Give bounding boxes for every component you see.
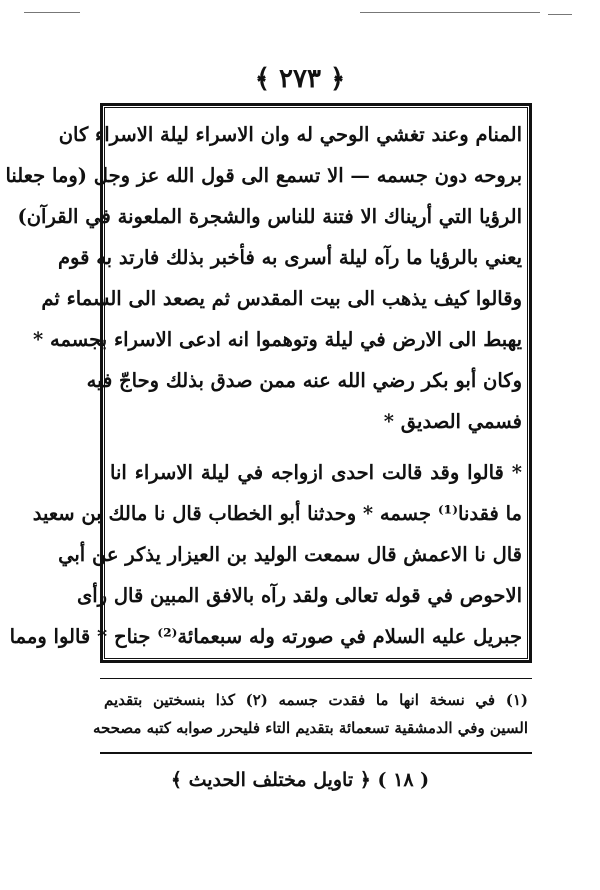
text-line: وقالوا كيف يذهب الى بيت المقدس ثم يصعد الى السماء ثم [41,287,522,310]
footnote-separator [100,678,532,679]
text-line: * قالوا وقد قالت احدى ازواجه في ليلة الاسراء انا [110,461,522,484]
text-line: بروحه دون جسمه — الا تسمع الى قول الله عز وجل (وما جعلنا [5,164,522,187]
scan-artifact-marks [0,12,600,20]
text-line: قال نا الاعمش قال سمعت الوليد بن العيزار يذكر عن أبي [58,543,522,566]
page-number: ﴿ ٢٧٣ ﴾ [254,64,346,94]
text-line: الاحوص في قوله تعالى ولقد رآه بالافق المبين قال رأى [76,584,522,607]
text-line: ما فقدنا⁽¹⁾ جسمه * وحدثنا أبو الخطاب قال نا مالك بن سعيد [32,502,522,525]
text-line: الرؤيا التي أريناك الا فتنة للناس والشجرة الملعونة في القرآن) [17,205,522,228]
text-line: المنام وعند تغشي الوحي له وان الاسراء ليلة الاسراء كان [58,123,522,146]
text-line: يهبط الى الارض في ليلة وتوهموا انه ادعى الاسراء بجسمه * [33,328,522,351]
text-line: جبريل عليه السلام في صورته وله سبعمائة⁽²⁾ جناح * قالوا ومما [9,625,522,648]
text-line: فسمي الصديق * [383,410,522,433]
footnote-line: (١) في نسخة انها ما فقدت جسمه (٢) كذا بنسختين بتقديم [104,691,528,709]
text-line: وكان أبو بكر رضي الله عنه ممن صدق بذلك وحاجّ فيه [86,369,522,392]
text-line: يعني بالرؤيا ما رآه ليلة أسرى به فأخبر بذلك فارتد به قوم [57,246,522,269]
paragraph-gap [110,442,522,452]
running-footer: ( ١٨ ) ﴿ تاويل مختلف الحديث ﴾ [170,769,430,791]
footnotes [92,686,528,742]
footnote-line: السين وفي الدمشقية تسعمائة بتقديم التاء فليحرر صوابه كتبه مصححه [92,719,528,737]
main-text [5,114,522,657]
bottom-rule [100,752,532,754]
